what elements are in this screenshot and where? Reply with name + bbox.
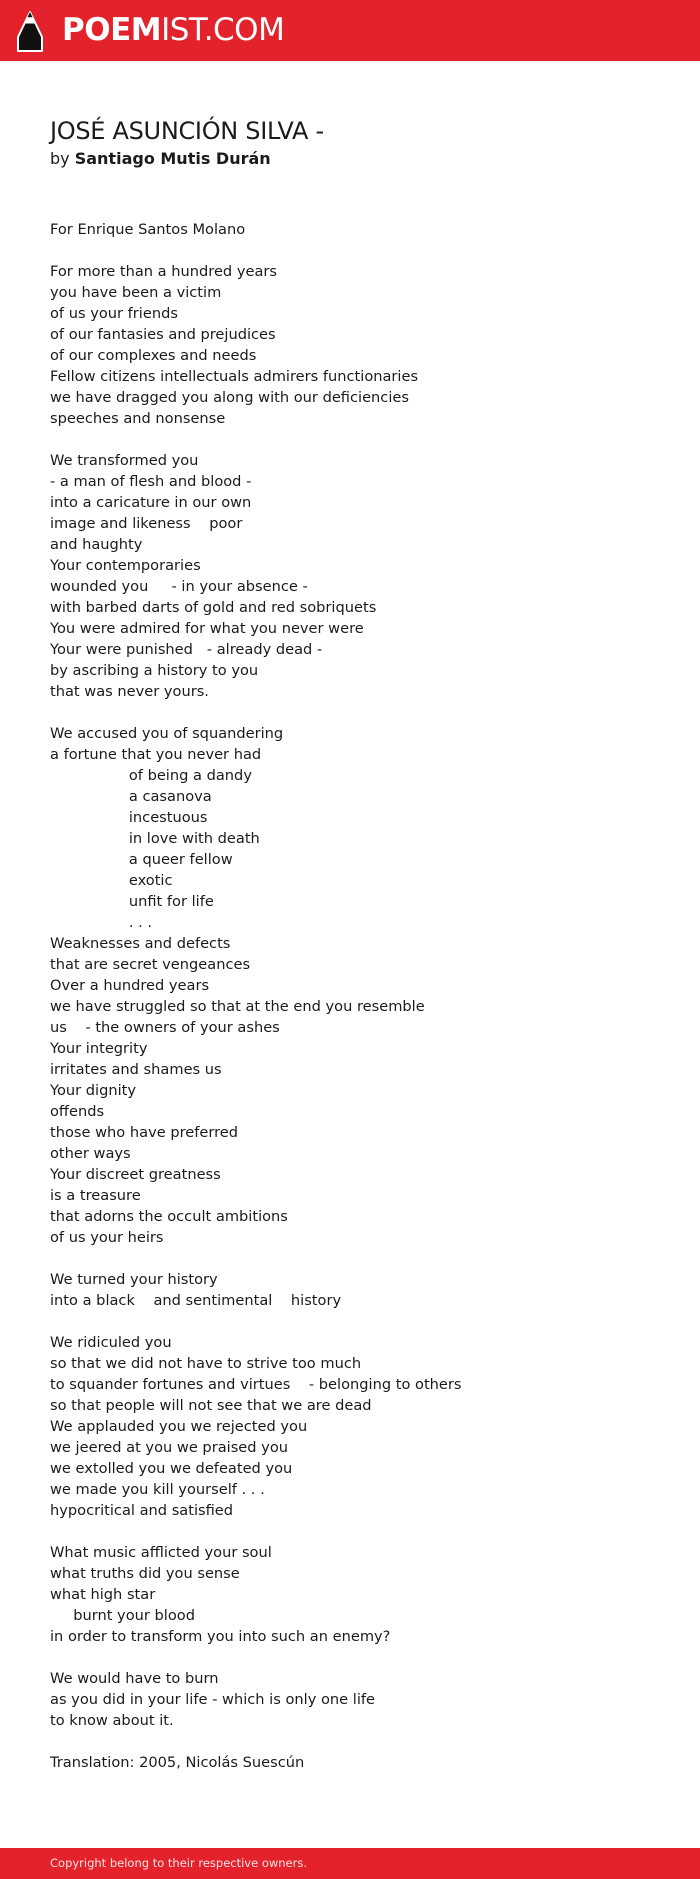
poem-line: image and likeness poor	[50, 515, 243, 532]
pencil-logo-icon[interactable]	[17, 10, 43, 52]
poem-line: what truths did you sense	[50, 1565, 240, 1582]
poem-title: JOSÉ ASUNCIÓN SILVA -	[50, 117, 324, 145]
poem-line: a casanova	[50, 788, 212, 805]
poem-line: so that we did not have to strive too much	[50, 1355, 362, 1372]
poem-line: us - the owners of your ashes	[50, 1019, 280, 1036]
poem-line: We ridiculed you	[50, 1334, 172, 1351]
poem-line: to squander fortunes and virtues - belonging to others	[50, 1376, 462, 1393]
poem-line: those who have preferred	[50, 1124, 239, 1141]
poem-line: Your were punished - already dead -	[50, 641, 323, 658]
stanza-break	[50, 240, 670, 261]
poem-line: of our complexes and needs	[50, 347, 257, 364]
poem-line: offends	[50, 1103, 105, 1120]
site-footer	[0, 1848, 700, 1879]
poem-line: For Enrique Santos Molano	[50, 221, 246, 238]
poem-line: we jeered at you we praised you	[50, 1439, 288, 1456]
poem-line: a queer fellow	[50, 851, 233, 868]
poem-line: We accused you of squandering	[50, 725, 284, 742]
stanza-break	[50, 1521, 670, 1542]
poem-line: other ways	[50, 1145, 131, 1162]
stanza-break	[50, 429, 670, 450]
poem-line: of us your friends	[50, 305, 178, 322]
poem-line: we made you kill yourself . . .	[50, 1481, 265, 1498]
poem-line: in love with death	[50, 830, 260, 847]
stanza-break	[50, 1248, 670, 1269]
poem-line: is a treasure	[50, 1187, 141, 1204]
poem-line: that adorns the occult ambitions	[50, 1208, 288, 1225]
poem-line: in order to transform you into such an enemy?	[50, 1628, 391, 1645]
poem-line: You were admired for what you never were	[50, 620, 364, 637]
poem-line: Your integrity	[50, 1040, 148, 1057]
poem-line: a fortune that you never had	[50, 746, 262, 763]
stanza-break	[50, 1311, 670, 1332]
poem-line: into a black and sentimental history	[50, 1292, 342, 1309]
poem-line: What music afflicted your soul	[50, 1544, 272, 1561]
poem-line: Over a hundred years	[50, 977, 210, 994]
poem-line: so that people will not see that we are dead	[50, 1397, 372, 1414]
poem-line: of us your heirs	[50, 1229, 164, 1246]
poem-line: by ascribing a history to you	[50, 662, 259, 679]
poem-line: We transformed you	[50, 452, 199, 469]
poem-line: Translation: 2005, Nicolás Suescún	[50, 1754, 305, 1771]
poem-line: unfit for life	[50, 893, 214, 910]
poem-line: Your contemporaries	[50, 557, 201, 574]
stanza-break	[50, 1731, 670, 1752]
poem-line: irritates and shames us	[50, 1061, 222, 1078]
stanza-break	[50, 702, 670, 723]
poem-line: of being a dandy	[50, 767, 252, 784]
poem-line: into a caricature in our own	[50, 494, 252, 511]
poem-line: Your dignity	[50, 1082, 137, 1099]
poem-line: speeches and nonsense	[50, 410, 226, 427]
poem-line: We would have to burn	[50, 1670, 219, 1687]
poem-line: that was never yours.	[50, 683, 209, 700]
logo-text-bold: POEM	[62, 12, 162, 48]
poem-body	[50, 219, 670, 1773]
poem-line: . . .	[50, 914, 153, 931]
poem-line: Fellow citizens intellectuals admirers functionaries	[50, 368, 419, 385]
poem-line: of our fantasies and prejudices	[50, 326, 276, 343]
poem-line: as you did in your life - which is only one life	[50, 1691, 376, 1708]
poem-line: we extolled you we defeated you	[50, 1460, 293, 1477]
poem-line: wounded you - in your absence -	[50, 578, 308, 595]
poem-line: For more than a hundred years	[50, 263, 278, 280]
poem-line: exotic	[50, 872, 173, 889]
poem-line: what high star	[50, 1586, 156, 1603]
poem-line: hypocritical and satisfied	[50, 1502, 234, 1519]
poem-line: we have struggled so that at the end you resemble	[50, 998, 425, 1015]
poem-line: that are secret vengeances	[50, 956, 251, 973]
poem-line: We turned your history	[50, 1271, 218, 1288]
poem-line: we have dragged you along with our deficiencies	[50, 389, 409, 406]
poem-line: - a man of flesh and blood -	[50, 473, 252, 490]
stanza-break	[50, 1647, 670, 1668]
poem-header	[50, 110, 650, 170]
poem-line: with barbed darts of gold and red sobriquets	[50, 599, 377, 616]
poem-line: burnt your blood	[50, 1607, 195, 1624]
poem-line: to know about it.	[50, 1712, 174, 1729]
poem-line: and haughty	[50, 536, 143, 553]
copyright-text: Copyright belong to their respective owners.	[50, 1856, 308, 1870]
poem-line: Weaknesses and defects	[50, 935, 231, 952]
site-header	[0, 0, 700, 61]
poem-line: incestuous	[50, 809, 208, 826]
poem-line: We applauded you we rejected you	[50, 1418, 308, 1435]
site-logo[interactable]	[62, 12, 284, 48]
byline	[50, 148, 650, 170]
logo-text-light: IST.COM	[161, 12, 285, 48]
poem-line: you have been a victim	[50, 284, 222, 301]
poem-line: Your discreet greatness	[50, 1166, 221, 1183]
author-name[interactable]: Santiago Mutis Durán	[74, 149, 271, 168]
by-label: by	[50, 149, 70, 168]
